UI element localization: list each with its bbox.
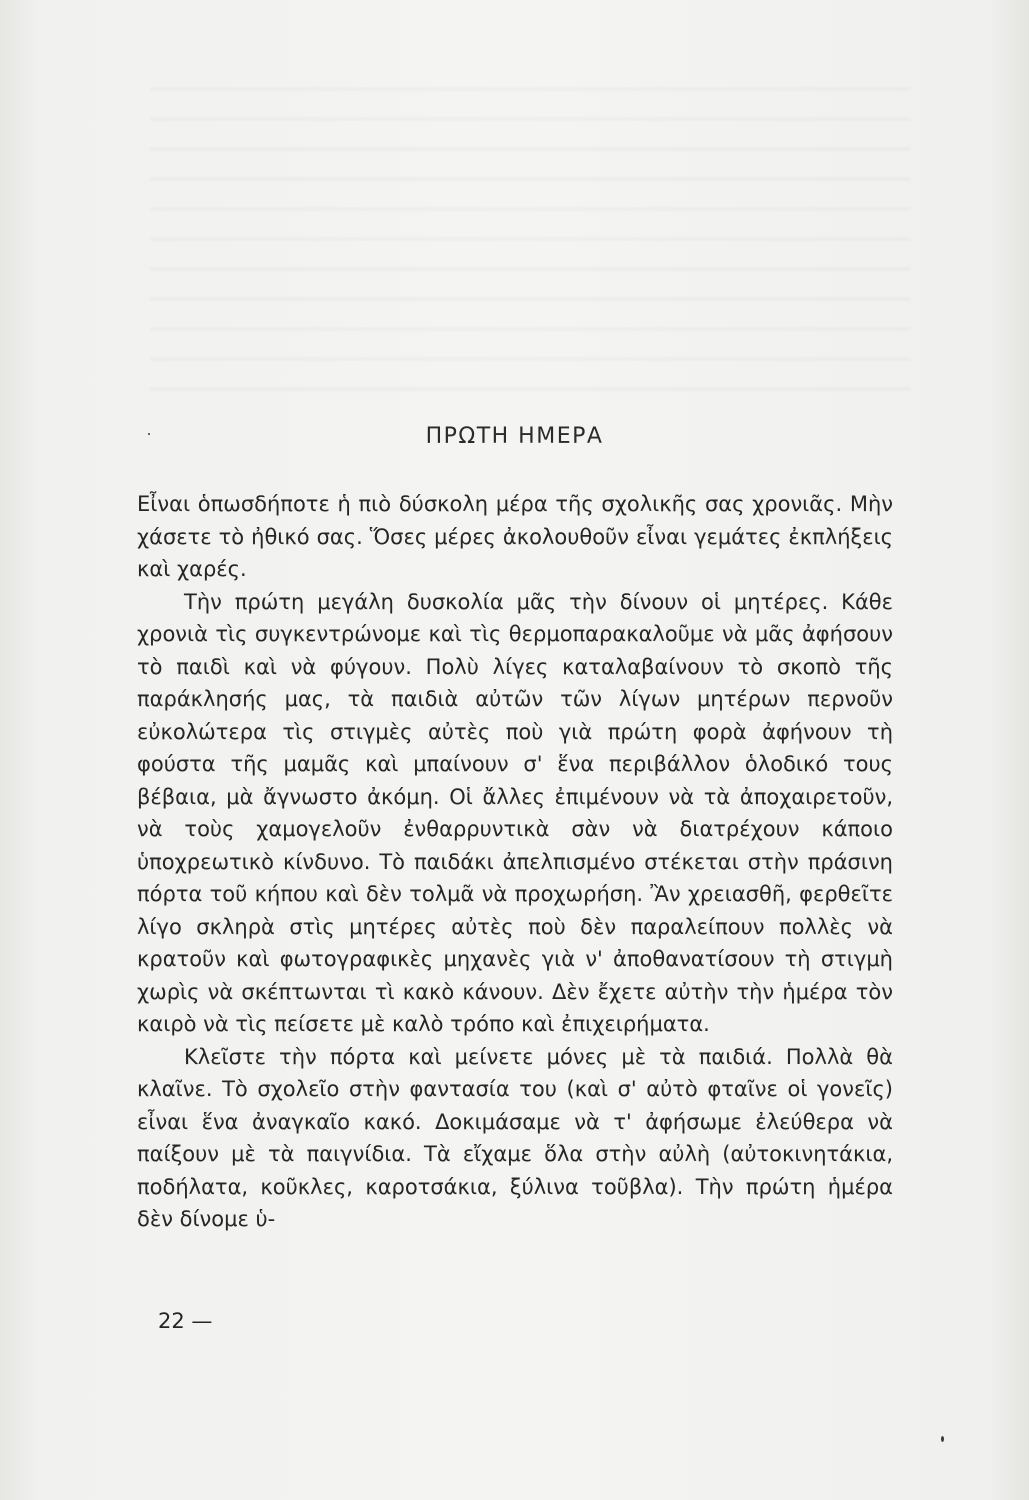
page-number: 22 —: [158, 1309, 213, 1333]
chapter-heading: ΠΡΩΤΗ ΗΜΕΡΑ: [425, 424, 604, 449]
paragraph-1: Εἶναι ὁπωσδήποτε ἡ πιὸ δύσκολη μέρα τῆς σχολικῆς σας χρονιᾶς. Μὴν χάσετε τὸ ἠθικό σας. Ὅσες μέρες ἀκολουθοῦν εἶναι γεμάτες ἐκπλήξεις καὶ χαρές.: [137, 492, 893, 581]
bleed-through-texture: [150, 70, 910, 410]
paragraph-2: Τὴν πρώτη μεγάλη δυσκολία μᾶς τὴν δίνουν οἱ μητέρες. Κάθε χρονιὰ τὶς συγκεντρώνομε καὶ τὶς θερμοπαρακαλοῦμε νὰ μᾶς ἀφήσουν τὸ παιδὶ καὶ νὰ φύγουν. Πολὺ λίγες καταλαβαίνουν τὸ σκοπὸ τῆς παράκλησής μας, τὰ παιδιὰ αὐτῶν τῶν λίγων μητέρων περνοῦν εὐκολώτερα τὶς στιγμὲς αὐτὲς ποὺ γιὰ πρώτη φορὰ ἀφήνουν τὴ φούστα τῆς μαμᾶς καὶ μπαίνουν σ' ἕνα περιβάλλον ὁλοδικό τους βέβαια, μὰ ἄγνωστο ἀκόμη. Οἱ ἄλλες ἐπιμένουν νὰ τὰ ἀποχαιρετοῦν, νὰ τοὺς χαμογελοῦν ἐνθαρρυντικὰ σὰν νὰ διατρέχουν κάποιο ὑποχρεωτικὸ κίνδυνο. Τὸ παιδάκι ἀπελπισμένο στέκεται στὴν πράσινη πόρτα τοῦ κήπου καὶ δὲν τολμᾶ νὰ προχωρήση. Ἂν χρειασθῆ, φερθεῖτε λίγο σκληρὰ στὶς μητέρες αὐτὲς ποὺ δὲν παραλείπουν πολλὲς νὰ κρατοῦν καὶ φωτογραφικὲς μηχανὲς γιὰ ν' ἀποθανατίσουν τὴ στιγμὴ χωρὶς νὰ σκέπτωνται τὶ κακὸ κάνουν. Δὲν ἔχετε αὐτὴν τὴν ἡμέρα τὸν καιρὸ νὰ τὶς πείσετε μὲ καλὸ τρόπο καὶ ἐπιχειρήματα.: [137, 589, 893, 1036]
body-text: [137, 488, 893, 1236]
dust-speck: [148, 433, 150, 435]
paragraph-3: Κλεῖστε τὴν πόρτα καὶ μείνετε μόνες μὲ τὰ παιδιά. Πολλὰ θὰ κλαῖνε. Τὸ σχολεῖο στὴν φαντασία του (καὶ σ' αὐτὸ φταῖνε οἱ γονεῖς) εἶναι ἕνα ἀναγκαῖο κακό. Δοκιμάσαμε νὰ τ' ἀφήσωμε ἐλεύθερα νὰ παίξουν μὲ τὰ παιγνίδια. Τὰ εἴχαμε ὅλα στὴν αὐλὴ (αὐτοκινητάκια, ποδήλατα, κοῦκλες, καροτσάκια, ξύλινα τοῦβλα). Τὴν πρώτη ἡμέρα δὲν δίνομε ὑ-: [137, 1044, 893, 1231]
dust-speck: [941, 1436, 944, 1442]
